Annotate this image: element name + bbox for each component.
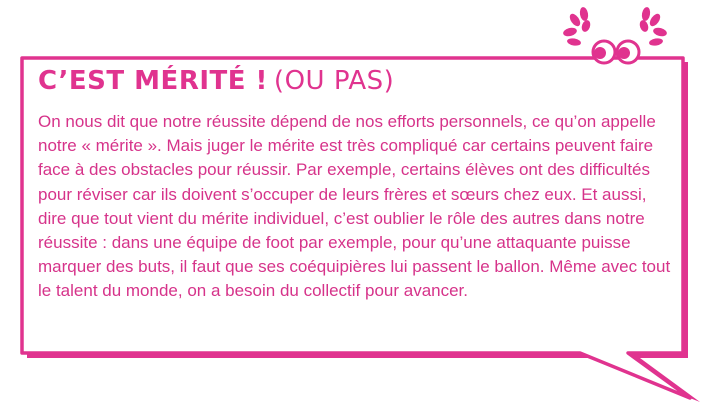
box-title <box>38 64 678 98</box>
box-content <box>38 64 678 304</box>
title-main: C’EST MÉRITÉ ! <box>38 66 268 96</box>
title-secondary: (OU PAS) <box>273 66 395 96</box>
laurel-eyes-icon <box>562 6 668 63</box>
box-body-text: On nous dit que notre réussite dépend de nos efforts personnels, ce qu’on appelle notre « mérite ». Mais juger le mérite est très compliqué car certains peuvent faire face à des obstacles pour réussir. Par exemple, certains élèves ont des difficultés pour réviser car ils doivent s’occuper de leurs frères et sœurs chez eux. Et aussi, dire que tout vient du mérite individuel, c’est oublier le rôle des autres dans notre réussite : dans une équipe de foot par exemple, pour qu’une attaquante puisse marquer des buts, il faut que ses coéquipières lui passent le ballon. Même avec tout le talent du monde, on a besoin du collectif pour avancer. <box>38 112 671 301</box>
